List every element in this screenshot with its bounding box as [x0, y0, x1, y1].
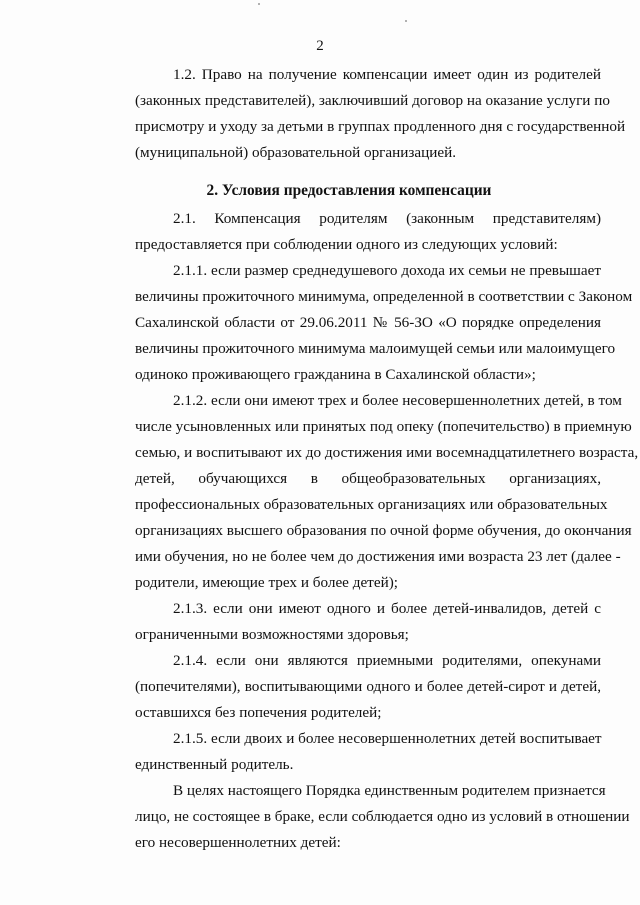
text-line: его несовершеннолетних детей: — [135, 834, 341, 851]
section-heading: 2. Условия предоставления компенсации — [206, 182, 492, 199]
text-line: единственный родитель. — [135, 756, 294, 773]
paragraph-single-parent — [97, 778, 630, 856]
paragraph-1-2 — [97, 62, 626, 166]
text-line: 2.1.3. если они имеют одного и более детей-инвалидов, детей с — [173, 600, 601, 617]
text-line: В целях настоящего Порядка единственным родителем признается — [173, 782, 606, 799]
text-line: профессиональных образовательных организациях или образовательных — [135, 496, 608, 513]
text-line: предоставляется при соблюдении одного из следующих условий: — [135, 236, 558, 253]
text-line: величины прожиточного минимума, определенной в соответствии с Законом — [135, 288, 633, 305]
text-line: семью, и воспитывают их до достижения ими восемнадцатилетнего возраста, — [135, 444, 639, 461]
text-line: 2.1. Компенсация родителям (законным представителям) — [173, 210, 601, 227]
text-line: родители, имеющие трех и более детей); — [135, 574, 398, 591]
text-line: 2.1.4. если они являются приемными родителями, опекунами — [173, 652, 601, 669]
text-line: одиноко проживающего гражданина в Сахалинской области»; — [135, 366, 536, 383]
text-line: лицо, не состоящее в браке, если соблюдается одно из условий в отношении — [135, 808, 630, 825]
text-line: (попечителями), воспитывающими одного и более детей-сирот и детей, — [135, 678, 601, 695]
scan-speck — [258, 3, 260, 5]
text-line: 2.1.5. если двоих и более несовершеннолетних детей воспитывает — [173, 730, 602, 747]
scan-speck — [405, 20, 407, 22]
text-line: (законных представителей), заключивший договор на оказание услуги по — [135, 92, 610, 109]
text-line: 2.1.2. если они имеют трех и более несовершеннолетних детей, в том — [173, 392, 622, 409]
page-number: 2 — [316, 38, 324, 54]
text-line: присмотру и уходу за детьми в группах продленного дня с государственной — [135, 118, 626, 135]
paragraph-2-1-4 — [97, 648, 601, 726]
document-body — [97, 62, 639, 856]
text-line: (муниципальной) образовательной организацией. — [135, 144, 457, 161]
text-line: оставшихся без попечения родителей; — [135, 704, 382, 721]
text-line: детей, обучающихся в общеобразовательных организациях, — [135, 470, 601, 487]
paragraph-2-1-1 — [97, 258, 633, 388]
text-line: 2.1.1. если размер среднедушевого дохода их семьи не превышает — [173, 262, 601, 279]
paragraph-2-1-2 — [97, 388, 639, 596]
text-line: организациях высшего образования по очной форме обучения, до окончания — [135, 522, 632, 539]
paragraph-2-1-5 — [97, 726, 601, 778]
text-line: ими обучения, но не более чем до достижения ими возраста 23 лет (далее - — [135, 548, 621, 565]
paragraph-2-1 — [97, 206, 601, 258]
text-line: Сахалинской области от 29.06.2011 № 56-ЗО «О порядке определения — [135, 314, 601, 331]
text-line: величины прожиточного минимума малоимущей семьи или малоимущего — [135, 340, 616, 357]
text-line: ограниченными возможностями здоровья; — [135, 626, 409, 643]
paragraph-2-1-3 — [97, 596, 601, 648]
text-line: 1.2. Право на получение компенсации имеет один из родителей — [173, 66, 601, 83]
text-line: числе усыновленных или принятых под опеку (попечительство) в приемную — [135, 418, 632, 435]
